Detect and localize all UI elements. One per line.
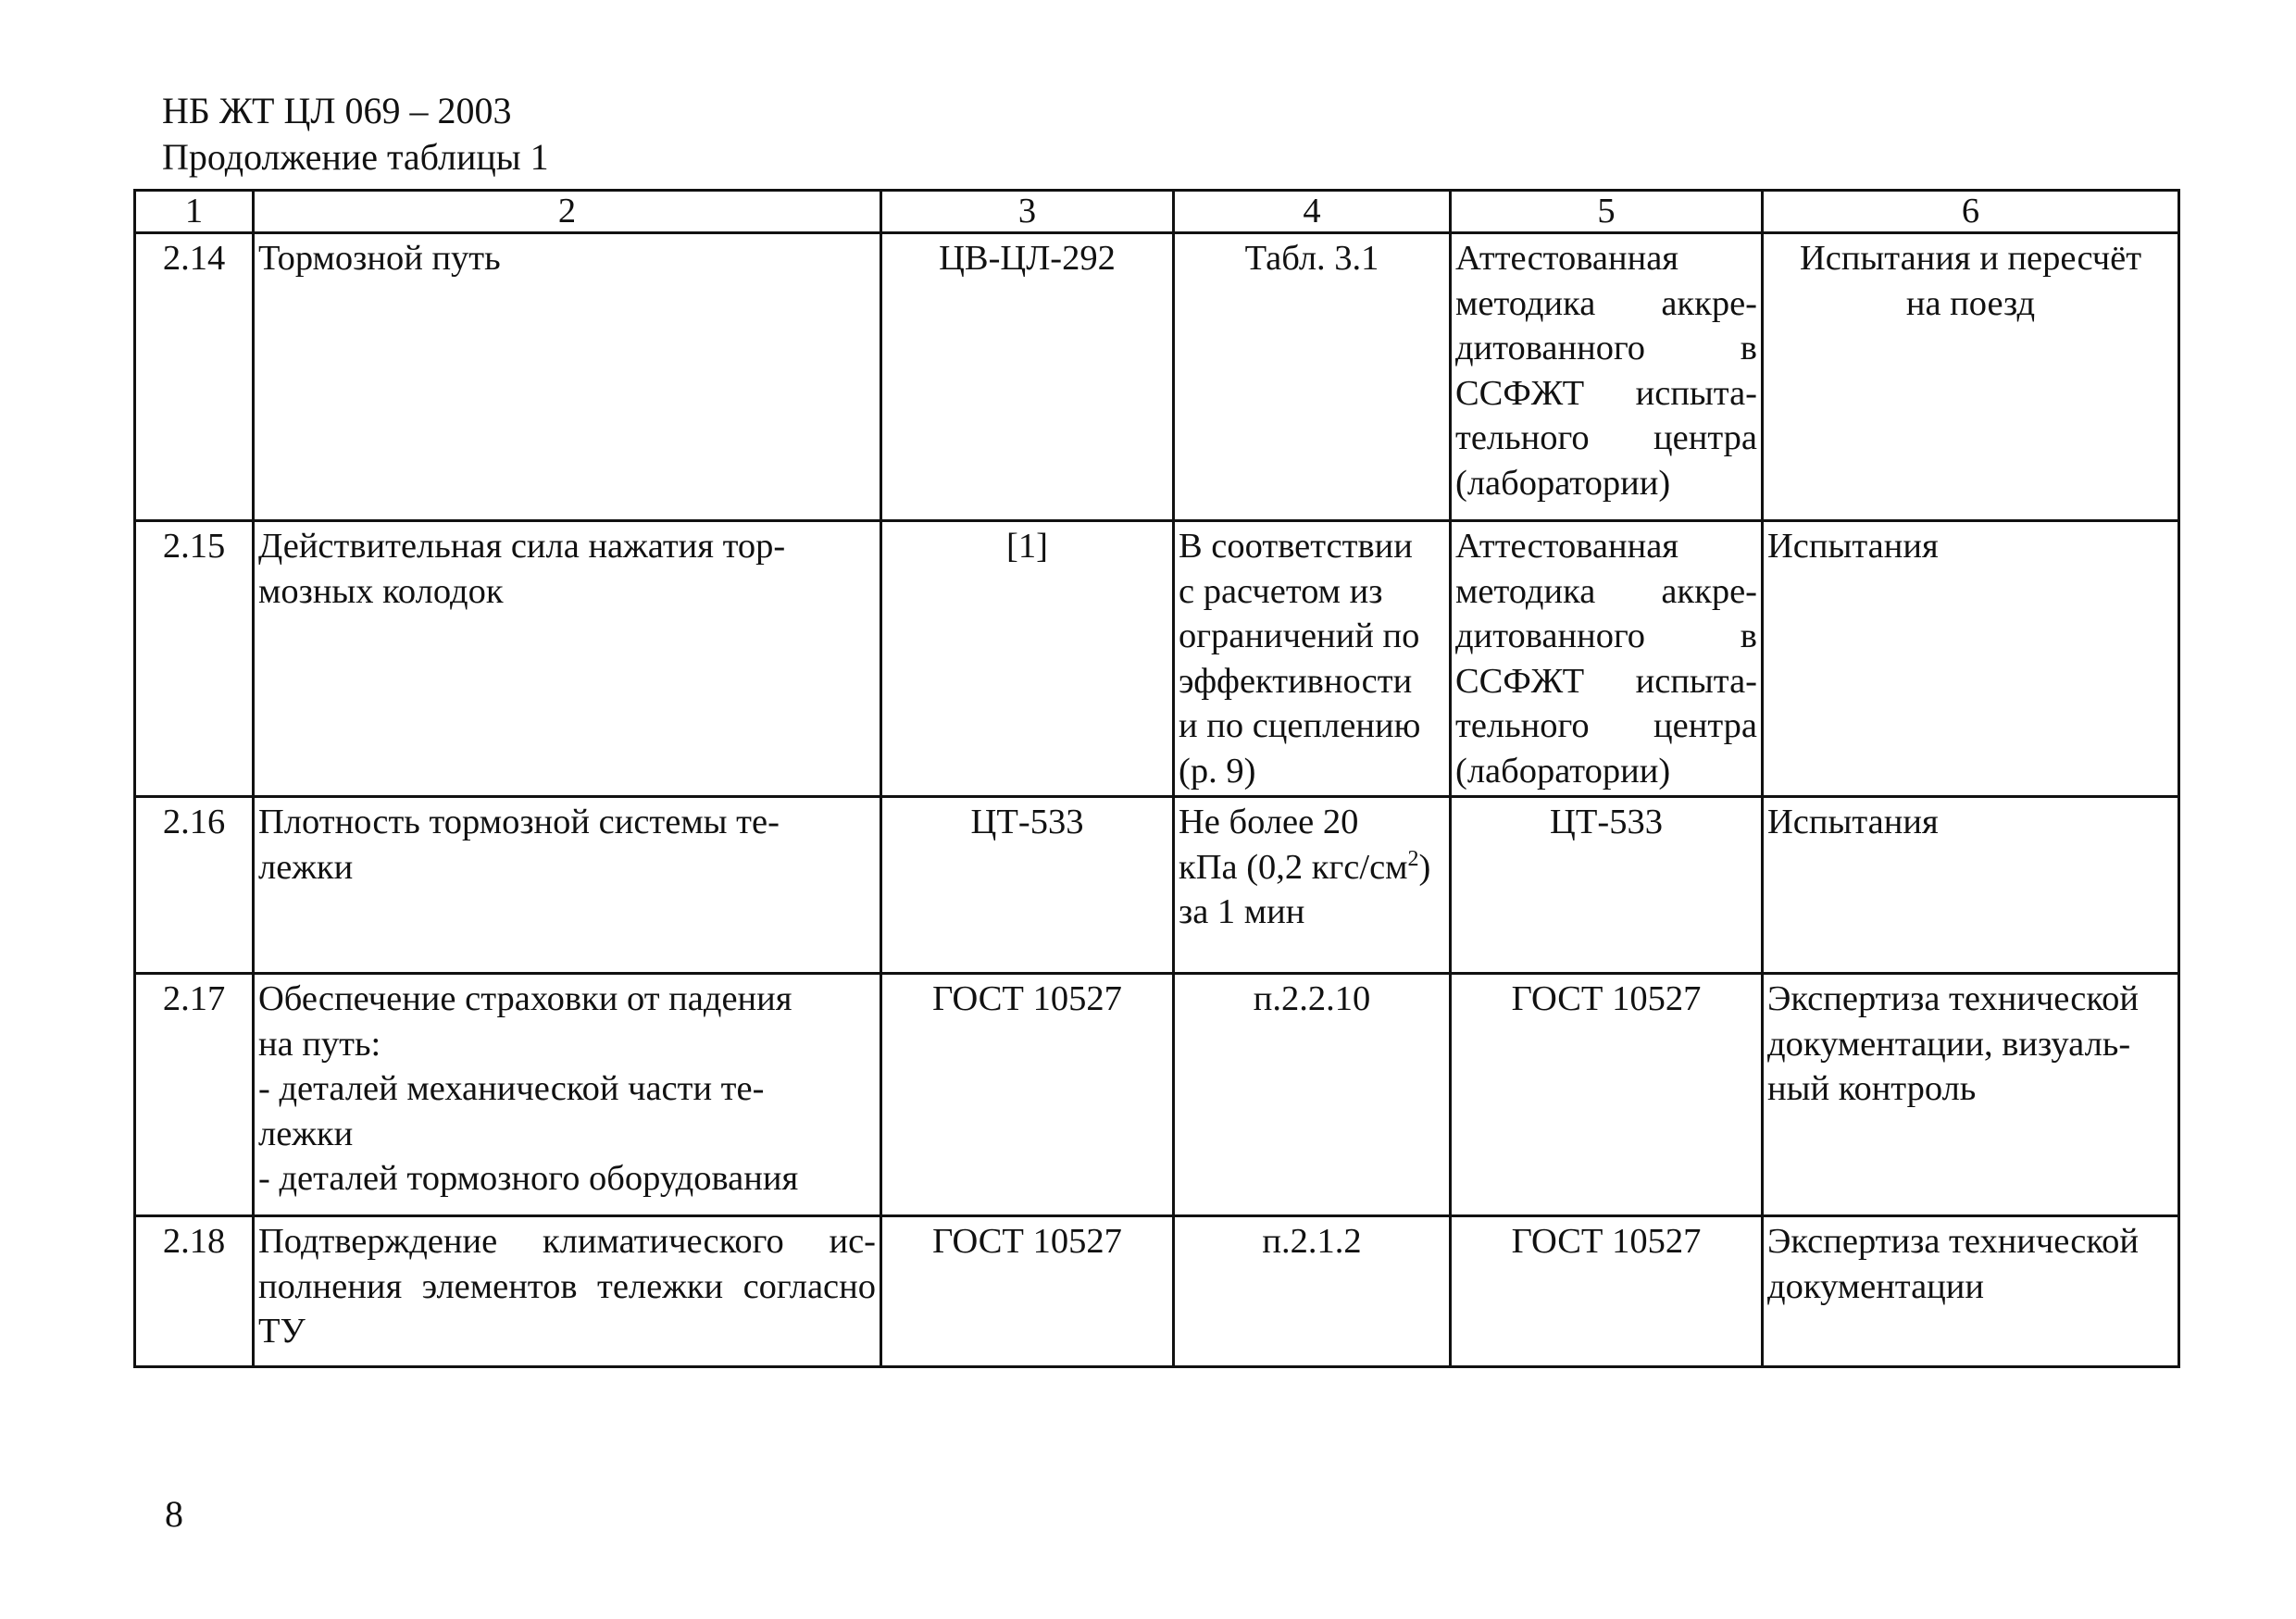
row-number: 2.16 bbox=[135, 797, 254, 974]
test-method bbox=[1451, 521, 1763, 797]
control-line: документации bbox=[1767, 1266, 1984, 1306]
control-line: Экспертиза технической bbox=[1767, 1222, 2139, 1261]
requirement-line: эффективности bbox=[1179, 661, 1413, 701]
column-header: 4 bbox=[1174, 191, 1451, 233]
name-line: ТУ bbox=[258, 1312, 306, 1351]
control-type bbox=[1763, 1216, 2179, 1367]
table-row bbox=[135, 233, 2179, 521]
test-method: ГОСТ 10527 bbox=[1451, 974, 1763, 1216]
requirement-line: и по сцеплению bbox=[1179, 706, 1421, 745]
control-line: ный контроль bbox=[1767, 1069, 1977, 1108]
control-type bbox=[1763, 233, 2179, 521]
control-type: Испытания bbox=[1763, 797, 2179, 974]
name-line: Обеспечение страховки от падения bbox=[258, 979, 792, 1018]
name-line: мозных колодок bbox=[258, 571, 504, 611]
column-header: 3 bbox=[881, 191, 1174, 233]
name-line: полнения элементов тележки согласно bbox=[258, 1266, 876, 1306]
requirement-line: за 1 мин bbox=[1179, 892, 1305, 931]
requirement-text: кПа (0,2 кгс/см bbox=[1179, 847, 1408, 887]
name-line: Подтверждение климатического ис- bbox=[258, 1222, 876, 1261]
parameter-name: Тормозной путь bbox=[254, 233, 881, 521]
column-header: 2 bbox=[254, 191, 881, 233]
row-number: 2.15 bbox=[135, 521, 254, 797]
test-method: ГОСТ 10527 bbox=[1451, 1216, 1763, 1367]
name-line: Плотность тормозной системы те- bbox=[258, 803, 780, 841]
parameter-name bbox=[254, 797, 881, 974]
parameter-name bbox=[254, 974, 881, 1216]
table-caption: Продолжение таблицы 1 bbox=[162, 136, 549, 178]
requirement bbox=[1174, 521, 1451, 797]
document-code: НБ ЖТ ЦЛ 069 – 2003 bbox=[162, 90, 512, 131]
normative-document: ГОСТ 10527 bbox=[881, 1216, 1174, 1367]
requirement-line: с расчетом из bbox=[1179, 571, 1383, 611]
test-method: ЦТ-533 bbox=[1451, 797, 1763, 974]
control-line: Испытания и пересчёт bbox=[1799, 239, 2142, 278]
method-line: дитованного в bbox=[1455, 616, 1757, 655]
control-line: Экспертиза технической bbox=[1767, 979, 2139, 1018]
table-row bbox=[135, 974, 2179, 1216]
requirement: Табл. 3.1 bbox=[1174, 233, 1451, 521]
normative-document: ЦВ-ЦЛ-292 bbox=[881, 233, 1174, 521]
method-line: методика аккре- bbox=[1455, 571, 1757, 611]
parameter-name bbox=[254, 1216, 881, 1367]
column-header: 6 bbox=[1763, 191, 2179, 233]
requirement-line: Не более 20 bbox=[1179, 803, 1359, 841]
method-line: ССФЖТ испыта- bbox=[1455, 661, 1757, 701]
requirement: п.2.2.10 bbox=[1174, 974, 1451, 1216]
method-line: методика аккре- bbox=[1455, 283, 1757, 323]
name-line: - деталей тормозного оборудования bbox=[258, 1159, 799, 1198]
method-line: (лаборатории) bbox=[1455, 751, 1671, 791]
name-line: лежки bbox=[258, 1114, 354, 1153]
name-line: Действительная сила нажатия тор- bbox=[258, 527, 786, 566]
requirement-line bbox=[1179, 845, 1445, 890]
test-method bbox=[1451, 233, 1763, 521]
row-number: 2.14 bbox=[135, 233, 254, 521]
table-row bbox=[135, 521, 2179, 797]
method-line: ССФЖТ испыта- bbox=[1455, 373, 1757, 413]
row-number: 2.18 bbox=[135, 1216, 254, 1367]
method-line: Аттестованная bbox=[1455, 239, 1679, 278]
page-number: 8 bbox=[165, 1493, 183, 1535]
normative-document: ГОСТ 10527 bbox=[881, 974, 1174, 1216]
requirement-line: В соответствии bbox=[1179, 527, 1413, 566]
table-header-row bbox=[135, 191, 2179, 233]
requirement: п.2.1.2 bbox=[1174, 1216, 1451, 1367]
method-line: Аттестованная bbox=[1455, 527, 1679, 566]
name-line: на путь: bbox=[258, 1024, 381, 1064]
control-type: Испытания bbox=[1763, 521, 2179, 797]
requirement-line: ограничений по bbox=[1179, 616, 1420, 655]
name-line: - деталей механической части те- bbox=[258, 1069, 765, 1108]
control-line: на поезд bbox=[1905, 283, 2036, 323]
superscript: 2 bbox=[1407, 846, 1419, 871]
name-line: лежки bbox=[258, 847, 354, 887]
row-number: 2.17 bbox=[135, 974, 254, 1216]
specification-table bbox=[133, 189, 2180, 1368]
parameter-name bbox=[254, 521, 881, 797]
column-header: 5 bbox=[1451, 191, 1763, 233]
method-line: дитованного в bbox=[1455, 329, 1757, 367]
table-row bbox=[135, 1216, 2179, 1367]
method-line: (лаборатории) bbox=[1455, 463, 1671, 503]
method-line: тельного центра bbox=[1455, 418, 1757, 457]
normative-document: [1] bbox=[881, 521, 1174, 797]
table-row bbox=[135, 797, 2179, 974]
control-line: документации, визуаль- bbox=[1767, 1024, 2131, 1064]
requirement-close: ) bbox=[1418, 847, 1431, 887]
method-line: тельного центра bbox=[1455, 706, 1757, 745]
column-header: 1 bbox=[135, 191, 254, 233]
normative-document: ЦТ-533 bbox=[881, 797, 1174, 974]
control-type bbox=[1763, 974, 2179, 1216]
requirement-line: (р. 9) bbox=[1179, 751, 1256, 791]
requirement bbox=[1174, 797, 1451, 974]
